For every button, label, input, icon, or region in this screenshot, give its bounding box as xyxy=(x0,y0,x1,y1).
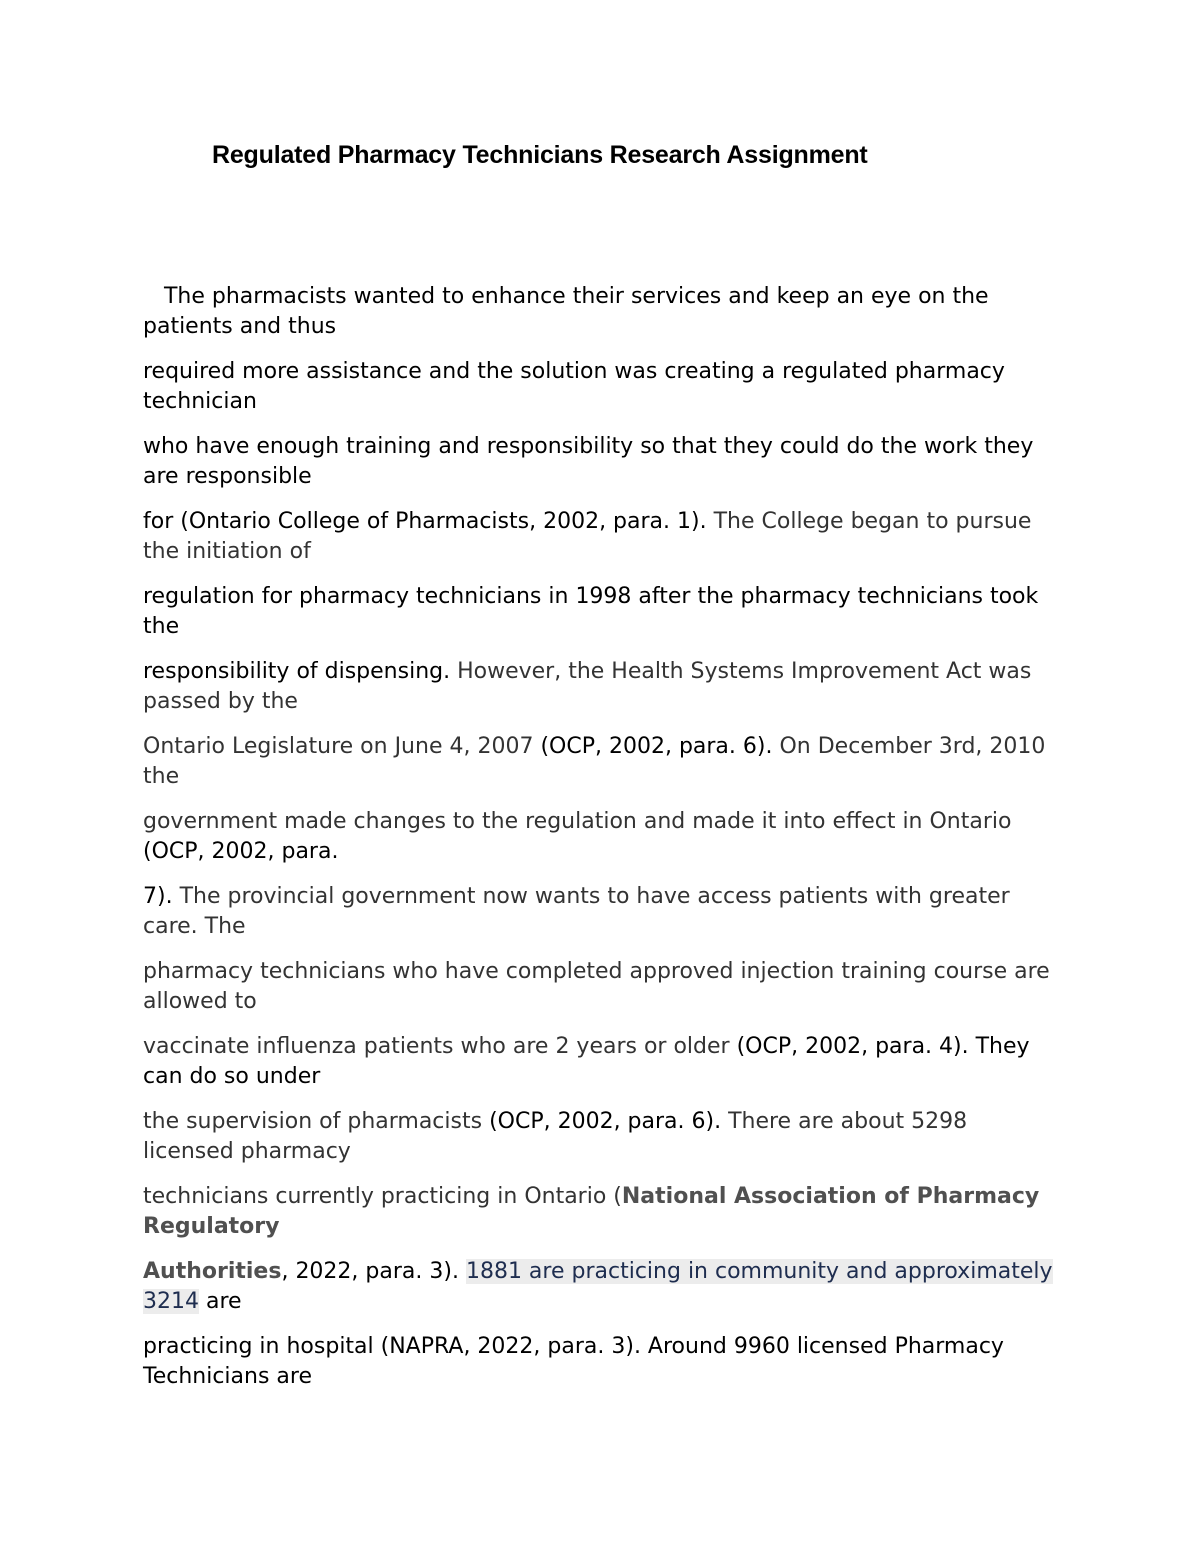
paragraph-text: pharmacy technicians who have completed approved injection training course are allowed to xyxy=(143,959,1050,1014)
paragraph-text: responsibility of dispensing. xyxy=(143,659,458,684)
paragraph-text: the supervision of pharmacists xyxy=(143,1109,490,1134)
paragraph-6 xyxy=(143,657,1063,717)
paragraph-text: The provincial government now wants to have access patients with greater care. The xyxy=(143,884,1010,939)
paragraph-text: However, the Health Systems Improvement Act was passed by the xyxy=(143,659,1032,714)
paragraph-14 xyxy=(143,1257,1063,1317)
citation-text: for (Ontario College of Pharmacists, 2002, para. 1). xyxy=(143,509,714,534)
paragraph-text: required more assistance and the solution was creating a regulated pharmacy technician xyxy=(143,359,1005,414)
document-body xyxy=(143,282,1063,1407)
paragraph-text: There are about 5298 licensed pharmacy xyxy=(143,1109,968,1164)
paragraph-text: are xyxy=(199,1289,242,1314)
paragraph-1 xyxy=(143,282,1063,342)
paragraph-13 xyxy=(143,1182,1063,1242)
document-title: Regulated Pharmacy Technicians Research Assignment xyxy=(212,141,868,169)
citation-text: 7). xyxy=(143,884,180,909)
paragraph-text: government made changes to the regulation and made it into effect in Ontario xyxy=(143,809,1012,834)
paragraph-text: who have enough training and responsibility so that they could do the work they are responsible xyxy=(143,434,1034,489)
paragraph-15 xyxy=(143,1332,1063,1392)
paragraph-text: The College began to pursue the initiation of xyxy=(143,509,1032,564)
paragraph-5 xyxy=(143,582,1063,642)
paragraph-9 xyxy=(143,882,1063,942)
organization-name: Authorities xyxy=(143,1259,282,1284)
paragraph-12 xyxy=(143,1107,1063,1167)
paragraph-text: On December 3rd, 2010 the xyxy=(143,734,1046,789)
paragraph-text: practicing in hospital (NAPRA, 2022, para. 3). Around 9960 licensed Pharmacy Technicians are xyxy=(143,1334,1004,1389)
paragraph-4 xyxy=(143,507,1063,567)
citation-text: (OCP, 2002, para. xyxy=(143,839,339,864)
paragraph-11 xyxy=(143,1032,1063,1092)
organization-name: National Association of Pharmacy Regulatory xyxy=(143,1184,1040,1239)
paragraph-10 xyxy=(143,957,1063,1017)
paragraph-text: technicians currently practicing in Ontario ( xyxy=(143,1184,622,1209)
citation-text: (OCP, 2002, para. 6). xyxy=(489,1109,729,1134)
citation-text: (OCP, 2002, para. 6). xyxy=(540,734,780,759)
paragraph-text: Ontario Legislature on June 4, 2007 xyxy=(143,734,541,759)
paragraph-3 xyxy=(143,432,1063,492)
paragraph-8 xyxy=(143,807,1063,867)
paragraph-2 xyxy=(143,357,1063,417)
paragraph-7 xyxy=(143,732,1063,792)
highlighted-text: 1881 are practicing in community and approximately 3214 xyxy=(143,1259,1053,1314)
paragraph-text: vaccinate influenza patients who are 2 years or older xyxy=(143,1034,737,1059)
citation-text: , 2022, para. 3). xyxy=(281,1259,466,1284)
paragraph-text: The pharmacists wanted to enhance their services and keep an eye on the patients and thus xyxy=(143,284,996,339)
citation-text: (OCP, 2002, para. 4). They can do so under xyxy=(143,1034,1030,1089)
paragraph-text: regulation for pharmacy technicians in 1998 after the pharmacy technicians took the xyxy=(143,584,1039,639)
